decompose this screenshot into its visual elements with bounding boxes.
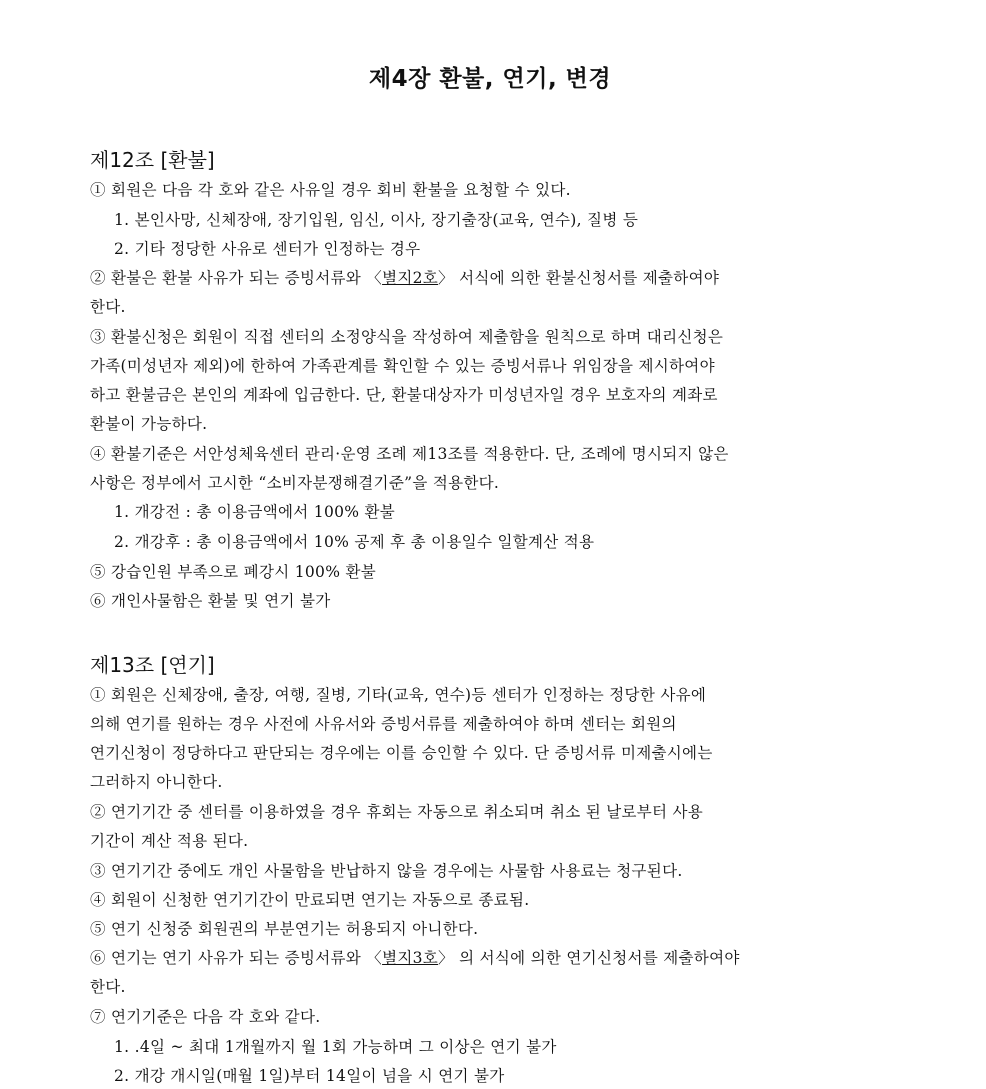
art12-clause-4-line-1: ④ 환불기준은 서안성체육센터 관리·운영 조례 제13조를 적용한다. 단, 조례에 명시되지 않은 [90,445,729,463]
art13-clause-3: ③ 연기기간 중에도 개인 사물함을 반납하지 않을 경우에는 사물함 사용료는 청구된다. [90,862,683,880]
art12-clause-2-text-b: 〉 서식에 의한 환불신청서를 제출하여야 [438,269,720,287]
art12-clause-2-text-a: ② 환불은 환불 사유가 되는 증빙서류와 〈 [90,269,383,287]
art12-clause-3-line-4: 환불이 가능하다. [90,415,208,433]
art12-clause-2-cont: 한다. [90,298,126,316]
art13-clause-5: ⑤ 연기 신청중 회원권의 부분연기는 허용되지 아니한다. [90,920,479,938]
art12-clause-1-item-2: 2. 기타 정당한 사유로 센터가 인정하는 경우 [114,240,421,258]
art12-clause-5: ⑤ 강습인원 부족으로 폐강시 100% 환불 [90,563,376,581]
art13-clause-1-line-3: 연기신청이 정당하다고 판단되는 경우에는 이를 승인할 수 있다. 단 증빙서류 미제출시에는 [90,744,713,762]
art13-clause-4: ④ 회원이 신청한 연기기간이 만료되면 연기는 자동으로 종료됨. [90,891,530,909]
art13-clause-1-line-4: 그러하지 아니한다. [90,773,223,791]
art12-clause-3-line-1: ③ 환불신청은 회원이 직접 센터의 소정양식을 작성하여 제출함을 원칙으로 하며 대리신청은 [90,328,724,346]
art12-clause-1: ① 회원은 다음 각 호와 같은 사유일 경우 회비 환불을 요청할 수 있다. [90,181,571,199]
art12-clause-4-item-1: 1. 개강전 : 총 이용금액에서 100% 환불 [114,503,396,521]
art12-clause-3-line-3: 하고 환불금은 본인의 계좌에 입금한다. 단, 환불대상자가 미성년자일 경우 보호자의 계좌로 [90,386,718,404]
art13-clause-2-line-2: 기간이 계산 적용 된다. [90,832,249,850]
art12-clause-3-line-2: 가족(미성년자 제외)에 한하여 가족관계를 확인할 수 있는 증빙서류나 위임장을 제시하여야 [90,357,715,375]
art12-clause-4-item-2: 2. 개강후 : 총 이용금액에서 10% 공제 후 총 이용일수 일할계산 적용 [114,533,595,551]
art13-clause-2-line-1: ② 연기기간 중 센터를 이용하였을 경우 휴회는 자동으로 취소되며 취소 된 날로부터 사용 [90,803,704,821]
art13-clause-1-line-1: ① 회원은 신체장애, 출장, 여행, 질병, 기타(교육, 연수)등 센터가 인정하는 정당한 사유에 [90,686,707,704]
form-2-reference: 별지2호 [382,269,439,287]
art13-clause-6-cont: 한다. [90,978,126,996]
art13-clause-6-text-a: ⑥ 연기는 연기 사유가 되는 증빙서류와 〈 [90,949,383,967]
art12-clause-1-item-1: 1. 본인사망, 신체장애, 장기입원, 임신, 이사, 장기출장(교육, 연수), 질병 등 [114,211,639,229]
form-3-reference: 별지3호 [382,949,439,967]
art13-clause-6 [90,948,740,968]
art12-clause-6: ⑥ 개인사물함은 환불 및 연기 불가 [90,592,331,610]
art12-clause-2 [90,268,719,288]
art12-clause-4-line-2: 사항은 정부에서 고시한 “소비자분쟁해결기준”을 적용한다. [90,474,500,492]
art13-clause-7-item-2: 2. 개강 개시일(매월 1일)부터 14일이 넘을 시 연기 불가 [114,1067,505,1085]
article-13-heading: 제13조 [연기] [90,653,215,677]
art13-clause-7-item-1: 1. .4일 ~ 최대 1개월까지 월 1회 가능하며 그 이상은 연기 불가 [114,1038,557,1056]
art13-clause-1-line-2: 의해 연기를 원하는 경우 사전에 사유서와 증빙서류를 제출하여야 하며 센터는 회원의 [90,715,677,733]
art13-clause-6-text-b: 〉 의 서식에 의한 연기신청서를 제출하여야 [438,949,740,967]
art13-clause-7: ⑦ 연기기준은 다음 각 호와 같다. [90,1008,321,1026]
article-12-heading: 제12조 [환불] [90,148,215,172]
chapter-title: 제4장 환불, 연기, 변경 [368,66,612,92]
